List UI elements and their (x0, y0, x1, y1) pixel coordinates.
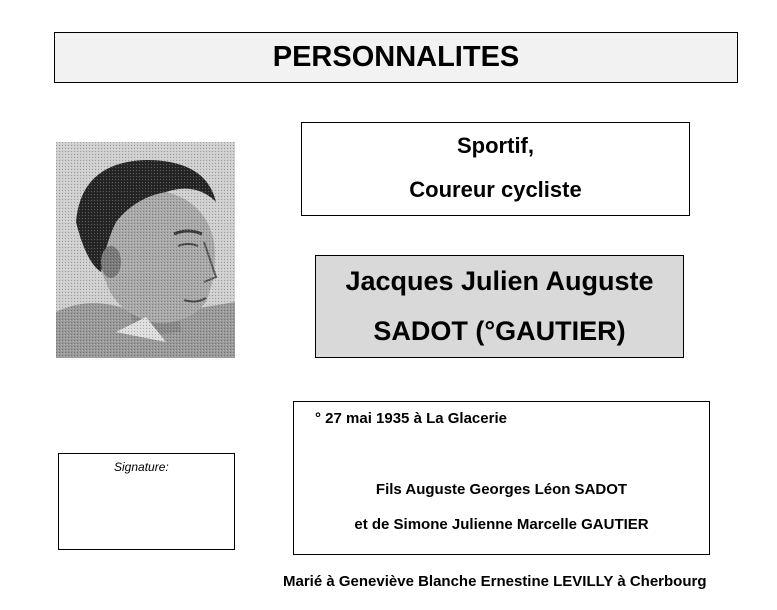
page-title-text: PERSONNALITES (272, 41, 520, 73)
role-line-2: Coureur cycliste (409, 177, 582, 202)
mother-info: et de Simone Julienne Marcelle GAUTIER (354, 516, 649, 533)
person-name-line-2: SADOT (°GAUTIER) (373, 316, 626, 346)
person-name-box (315, 255, 684, 358)
role-box (301, 122, 690, 216)
marriage-info: Marié à Geneviève Blanche Ernestine LEVILLY à Cherbourg (283, 573, 707, 590)
role-line-1: Sportif, (457, 133, 534, 158)
father-info: Fils Auguste Georges Léon SADOT (375, 481, 628, 498)
birth-info: ° 27 mai 1935 à La Glacerie (315, 410, 507, 427)
portrait-photo (56, 142, 235, 358)
page-title (54, 32, 738, 83)
birth-details-box (293, 401, 710, 555)
person-name-line-1: Jacques Julien Auguste (345, 266, 654, 296)
portrait-illustration (56, 142, 235, 358)
signature-box (58, 453, 235, 550)
signature-label: Signature: (114, 460, 169, 474)
